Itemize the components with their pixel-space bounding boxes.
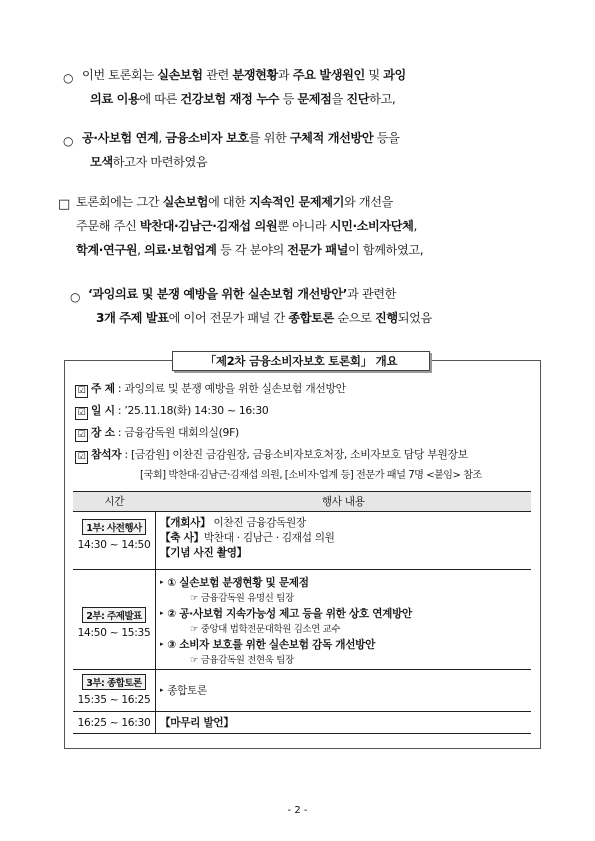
overview-date: ☑ 일 시 : ’25.11.18(화) 14:30 ~ 16:30 — [75, 403, 268, 420]
table-row — [73, 570, 531, 670]
p3-line-1: 토론회에는 그간 실손보험에 대한 지속적인 문제제기와 개선을 — [76, 195, 393, 209]
p2-line-1: 공·사보험 연계, 금융소비자 보호를 위한 구체적 개선방안 등을 — [82, 131, 400, 145]
triangle-right-icon: ▸ — [160, 609, 164, 617]
overview-attendees-2: [국회] 박찬대·김남근·김재섭 의원, [소비자·업계 등] 전문가 패널 7명 <붙임> 참조 — [140, 470, 482, 481]
p1-line-1: 이번 토론회는 실손보험 관련 분쟁현황과 주요 발생원인 및 과잉 — [82, 68, 406, 82]
presentation-1: ▸ ① 실손보험 분쟁현황 및 문제점 — [160, 577, 309, 589]
circle-bullet: ○ — [70, 290, 81, 304]
time-cell: 1부: 사전행사 14:30 ~ 14:50 — [73, 512, 156, 570]
p2-line-2: 모색하고자 마련하였음 — [90, 155, 208, 169]
overview-place: ☑ 장 소 : 금융감독원 대회의실(9F) — [75, 425, 239, 442]
p3-line-2: 주문해 주신 박찬대·김남근·김재섭 의원뿐 아니라 시민·소비자단체, — [76, 219, 418, 233]
triangle-right-icon: ▸ — [160, 578, 164, 586]
speaker-3: ☞ 금융감독원 전현욱 팀장 — [190, 655, 294, 666]
header-time: 시간 — [73, 492, 156, 512]
overview-topic: ☑ 주 제 : 과잉의료 및 분쟁 예방을 위한 실손보험 개선방안 — [75, 381, 346, 398]
p4-line-2: 3개 주제 발표에 이어 전문가 패널 간 종합토론 순으로 진행되었음 — [96, 311, 432, 325]
time-cell: 2부: 주제발표 14:50 ~ 15:35 — [73, 570, 156, 670]
table-row — [73, 712, 531, 734]
presentation-3: ▸ ③ 소비자 보호를 위한 실손보험 감독 개선방안 — [160, 639, 376, 651]
triangle-right-icon: ▸ — [160, 640, 164, 648]
schedule-table — [73, 491, 531, 734]
table-row — [73, 512, 531, 570]
triangle-right-icon: ▸ — [160, 685, 164, 694]
overview-attendees: ☑ 참석자 : [금감원] 이찬진 금감원장, 금융소비자보호처장, 소비자보호 담당 부원장보 — [75, 447, 468, 464]
content-cell — [156, 570, 532, 670]
checkbox-icon: ☑ — [75, 451, 88, 464]
circle-bullet: ○ — [63, 134, 74, 148]
square-bullet: □ — [58, 197, 70, 212]
checkbox-icon: ☑ — [75, 385, 88, 398]
session-tag: 1부: 사전행사 — [82, 519, 145, 535]
circle-bullet: ○ — [63, 71, 74, 85]
time-cell: 16:25 ~ 16:30 — [73, 712, 156, 734]
checkbox-icon: ☑ — [75, 429, 88, 442]
p3-line-3: 학계·연구원, 의료·보험업계 등 각 분야의 전문가 패널이 함께하였고, — [76, 243, 424, 257]
time-cell: 3부: 종합토론 15:35 ~ 16:25 — [73, 670, 156, 712]
session-tag: 2부: 주제발표 — [82, 607, 145, 623]
content-cell: ▸ 종합토론 — [156, 670, 532, 712]
speaker-1: ☞ 금융감독원 유명신 팀장 — [190, 593, 294, 604]
content-cell: 【개회사】 이찬진 금융감독원장 【축 사】박찬대 · 김남근 · 김재섭 의원 【기념 사진 촬영】 — [156, 512, 532, 570]
presentation-2: ▸ ② 공·사보험 지속가능성 제고 등을 위한 상호 연계방안 — [160, 608, 412, 620]
overview-title: 「제2차 금융소비자보호 토론회」 개요 — [172, 351, 430, 371]
table-header — [73, 492, 531, 512]
p4-line-1: ‘과잉의료 및 분쟁 예방을 위한 실손보험 개선방안’과 관련한 — [88, 287, 396, 301]
session-tag: 3부: 종합토론 — [82, 674, 145, 690]
header-content: 행사 내용 — [156, 492, 532, 512]
table-row — [73, 670, 531, 712]
content-cell: 【마무리 발언】 — [156, 712, 532, 734]
checkbox-icon: ☑ — [75, 407, 88, 420]
speaker-2: ☞ 중앙대 법학전문대학원 김소연 교수 — [190, 624, 341, 635]
p1-line-2: 의료 이용에 따른 건강보험 재정 누수 등 문제점을 진단하고, — [90, 92, 396, 106]
page-number: - 2 - — [287, 805, 308, 816]
